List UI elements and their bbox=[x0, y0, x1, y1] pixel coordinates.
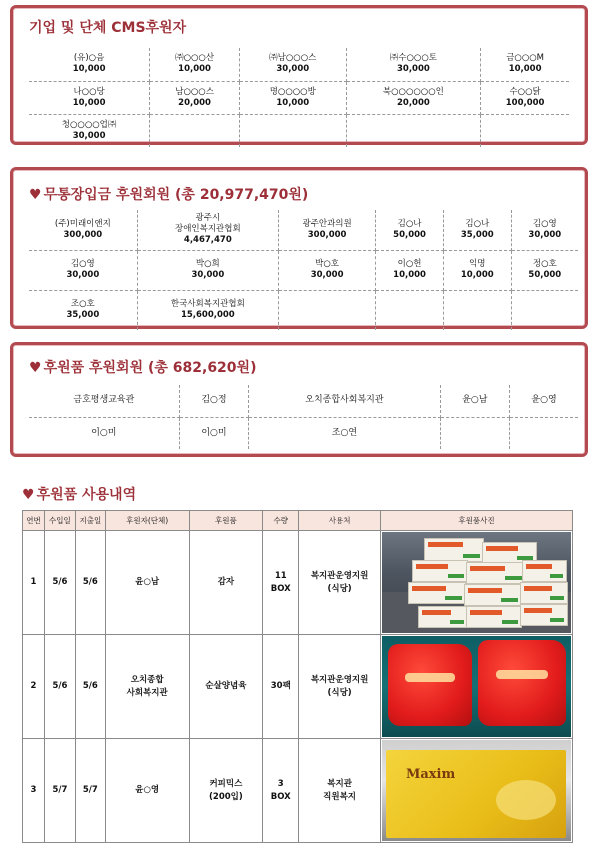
donor-name: 윤○남 bbox=[462, 395, 488, 406]
expense-date: 5/7 bbox=[75, 739, 105, 843]
donor-name: 김○영 bbox=[70, 259, 95, 269]
header-in-date: 수입일 bbox=[44, 511, 75, 531]
header-item: 후원품 bbox=[189, 511, 263, 531]
donor-cell bbox=[279, 290, 376, 330]
donor-cell bbox=[481, 81, 569, 114]
section-title-text: 무통장입금 후원회원 (총 20,977,470원) bbox=[43, 187, 309, 203]
usage-place: 복지관운영지원 (식당) bbox=[299, 635, 381, 739]
donor-amount: 10,000 bbox=[178, 64, 211, 75]
donor-amount: 10,000 bbox=[72, 97, 106, 108]
donor-cell bbox=[150, 48, 240, 81]
donor-name: 김○나 bbox=[465, 218, 490, 229]
donor-name: 김○정 bbox=[201, 395, 227, 406]
donor-amount: 10,000 bbox=[393, 270, 426, 280]
donor-cell bbox=[346, 114, 481, 147]
usage-place: 복지관 직원복지 bbox=[299, 739, 381, 843]
donor-amount: 10,000 bbox=[72, 64, 106, 75]
donor-name: 조○호 bbox=[70, 299, 95, 310]
donor-amount: 10,000 bbox=[460, 270, 494, 280]
donor-name: ㈜○○○산 bbox=[175, 53, 215, 64]
donor-name: 이○미 bbox=[91, 427, 117, 438]
donor-amount: 35,000 bbox=[460, 229, 494, 240]
donor-name: ㈜수○○○토 bbox=[389, 53, 437, 64]
donor-cell bbox=[29, 48, 150, 81]
donor-name: 조○연 bbox=[331, 427, 358, 438]
quantity: 30팩 bbox=[263, 635, 299, 739]
donor-amount: 20,000 bbox=[178, 97, 211, 108]
donor-cell bbox=[279, 250, 376, 290]
donor-amount: 15,600,000 bbox=[180, 310, 235, 321]
quantity: 3 BOX bbox=[263, 739, 299, 843]
donor-cell bbox=[481, 114, 569, 147]
donor-name: 북○○○○○○인 bbox=[382, 86, 444, 97]
donor-cell bbox=[481, 48, 569, 81]
usage-place: 복지관운영지원 (식당) bbox=[299, 531, 381, 635]
donor-name: 윤○남 bbox=[105, 531, 189, 635]
donor-cell bbox=[239, 114, 346, 147]
donor-name: 금호평생교육관 bbox=[73, 395, 135, 406]
donor-cell bbox=[150, 114, 240, 147]
usage-row bbox=[23, 739, 573, 843]
donor-cell bbox=[443, 290, 511, 330]
donor-name: 금○○○M bbox=[506, 53, 544, 64]
photo-cell bbox=[380, 635, 572, 739]
donor-amount: 4,467,470 bbox=[183, 235, 232, 246]
donor-cell bbox=[29, 114, 150, 147]
donor-name: 명○○○○방 bbox=[269, 86, 316, 97]
donor-cell bbox=[29, 417, 179, 449]
section-title: 기업 및 단체 CMS후원자 bbox=[29, 20, 187, 36]
donor-name: 정○호 bbox=[532, 259, 557, 269]
section-title-text: 후원품 사용내역 bbox=[36, 487, 137, 503]
donor-amount: 300,000 bbox=[307, 229, 347, 240]
goods-donor-table bbox=[29, 385, 578, 449]
donor-name: 익명 bbox=[469, 259, 486, 269]
donor-amount: 30,000 bbox=[72, 130, 106, 141]
table-row bbox=[29, 81, 569, 114]
donor-name: 김○영 bbox=[532, 218, 557, 229]
photo-cell bbox=[380, 531, 572, 635]
donor-cell bbox=[279, 210, 376, 250]
cms-donor-section bbox=[10, 5, 588, 145]
seasoned-meat-photo bbox=[382, 636, 571, 737]
donor-cell bbox=[249, 417, 440, 449]
heart-icon: ♥ bbox=[29, 187, 42, 203]
table-row bbox=[29, 385, 578, 417]
donor-amount: 300,000 bbox=[63, 229, 103, 240]
donor-name: 박○호 bbox=[315, 259, 340, 269]
header-qty: 수량 bbox=[263, 511, 299, 531]
donor-cell bbox=[29, 81, 150, 114]
donor-amount: 50,000 bbox=[393, 229, 426, 240]
bank-transfer-section bbox=[10, 167, 588, 329]
donor-amount: 35,000 bbox=[66, 310, 100, 321]
donor-cell bbox=[137, 250, 278, 290]
donor-amount: 100,000 bbox=[505, 97, 545, 108]
table-row bbox=[29, 48, 569, 81]
table-row bbox=[29, 417, 578, 449]
donor-name: (유)○음 bbox=[73, 53, 105, 64]
donor-name: 윤○영 bbox=[531, 395, 557, 406]
item-name: 커피믹스 (200입) bbox=[189, 739, 263, 843]
donor-amount: 30,000 bbox=[66, 270, 100, 280]
donor-name: 오치종합사회복지관 bbox=[305, 395, 384, 406]
income-date: 5/7 bbox=[44, 739, 75, 843]
usage-header-row bbox=[23, 511, 573, 531]
bank-transfer-table bbox=[29, 210, 578, 330]
goods-donor-section bbox=[10, 342, 588, 457]
usage-row bbox=[23, 635, 573, 739]
header-donor: 후원자(단체) bbox=[105, 511, 189, 531]
donor-cell bbox=[29, 250, 137, 290]
donor-cell bbox=[376, 250, 444, 290]
coffee-mix-photo bbox=[382, 740, 571, 841]
donor-cell bbox=[510, 385, 578, 417]
donor-name: 윤○영 bbox=[105, 739, 189, 843]
donor-name: 한국사회복지관협회 bbox=[170, 299, 245, 310]
usage-section-title bbox=[22, 484, 136, 504]
donor-cell bbox=[511, 250, 578, 290]
donor-amount: 30,000 bbox=[396, 64, 430, 75]
donor-cell bbox=[29, 385, 179, 417]
donor-cell bbox=[29, 290, 137, 330]
donor-name: 박○희 bbox=[195, 259, 220, 269]
header-out-date: 지출일 bbox=[75, 511, 105, 531]
donor-amount: 50,000 bbox=[528, 270, 562, 280]
donor-amount: 30,000 bbox=[191, 270, 225, 280]
potato-boxes-photo bbox=[382, 532, 571, 633]
heart-icon: ♥ bbox=[22, 487, 35, 503]
donor-cell bbox=[150, 81, 240, 114]
donor-amount: 20,000 bbox=[396, 97, 430, 108]
donor-cell bbox=[376, 290, 444, 330]
donor-cell bbox=[510, 417, 578, 449]
donor-cell bbox=[376, 210, 444, 250]
table-row bbox=[29, 290, 578, 330]
donor-cell bbox=[239, 81, 346, 114]
usage-row bbox=[23, 531, 573, 635]
donor-amount: 30,000 bbox=[310, 270, 344, 280]
donor-cell bbox=[440, 385, 510, 417]
donor-cell bbox=[511, 290, 578, 330]
donor-amount: 10,000 bbox=[276, 97, 310, 108]
donor-name: 나○○당 bbox=[73, 86, 105, 97]
donor-cell bbox=[137, 210, 278, 250]
donor-cell bbox=[137, 290, 278, 330]
section-title-text: 후원품 후원회원 (총 682,620원) bbox=[43, 360, 257, 376]
donor-cell bbox=[179, 417, 249, 449]
item-name: 순살양념육 bbox=[189, 635, 263, 739]
donor-name: 청○○○○업㈜ bbox=[61, 119, 117, 130]
quantity: 11 BOX bbox=[263, 531, 299, 635]
donor-name: 김○나 bbox=[397, 218, 422, 229]
donor-cell bbox=[249, 385, 440, 417]
section-title bbox=[29, 184, 308, 204]
cms-donor-table bbox=[29, 48, 569, 147]
donor-name: 광주시 장애인복지관협회 bbox=[174, 213, 241, 235]
table-row bbox=[29, 250, 578, 290]
donor-cell bbox=[179, 385, 249, 417]
donor-amount: 30,000 bbox=[276, 64, 310, 75]
usage-table bbox=[22, 510, 573, 843]
donor-name: 이○미 bbox=[201, 427, 227, 438]
donor-name: (주)미래이앤지 bbox=[54, 218, 111, 229]
header-use: 사용처 bbox=[299, 511, 381, 531]
donor-name: 남○○○스 bbox=[175, 86, 214, 97]
donor-cell bbox=[511, 210, 578, 250]
expense-date: 5/6 bbox=[75, 531, 105, 635]
donor-cell bbox=[443, 250, 511, 290]
donor-name: ㈜남○○○스 bbox=[269, 53, 317, 64]
donor-cell bbox=[29, 210, 137, 250]
header-photo: 후원품사진 bbox=[380, 511, 572, 531]
donor-name: 광주안과의원 bbox=[302, 218, 352, 229]
donor-cell bbox=[239, 48, 346, 81]
donor-cell bbox=[346, 48, 481, 81]
expense-date: 5/6 bbox=[75, 635, 105, 739]
donor-name: 이○헌 bbox=[397, 259, 422, 269]
donor-amount: 30,000 bbox=[528, 229, 562, 240]
row-number: 3 bbox=[23, 739, 45, 843]
donor-cell bbox=[443, 210, 511, 250]
table-row bbox=[29, 210, 578, 250]
donor-name: 오치종합 사회복지관 bbox=[105, 635, 189, 739]
row-number: 1 bbox=[23, 531, 45, 635]
maxim-logo: Maxim bbox=[405, 767, 456, 782]
income-date: 5/6 bbox=[44, 531, 75, 635]
donor-name: 수○○닭 bbox=[509, 86, 541, 97]
photo-cell bbox=[380, 739, 572, 843]
table-row bbox=[29, 114, 569, 147]
income-date: 5/6 bbox=[44, 635, 75, 739]
heart-icon: ♥ bbox=[29, 360, 42, 376]
donor-amount: 10,000 bbox=[508, 64, 542, 75]
header-no: 연번 bbox=[23, 511, 45, 531]
item-name: 감자 bbox=[189, 531, 263, 635]
donor-cell bbox=[440, 417, 510, 449]
section-title bbox=[29, 357, 256, 377]
row-number: 2 bbox=[23, 635, 45, 739]
donor-cell bbox=[346, 81, 481, 114]
